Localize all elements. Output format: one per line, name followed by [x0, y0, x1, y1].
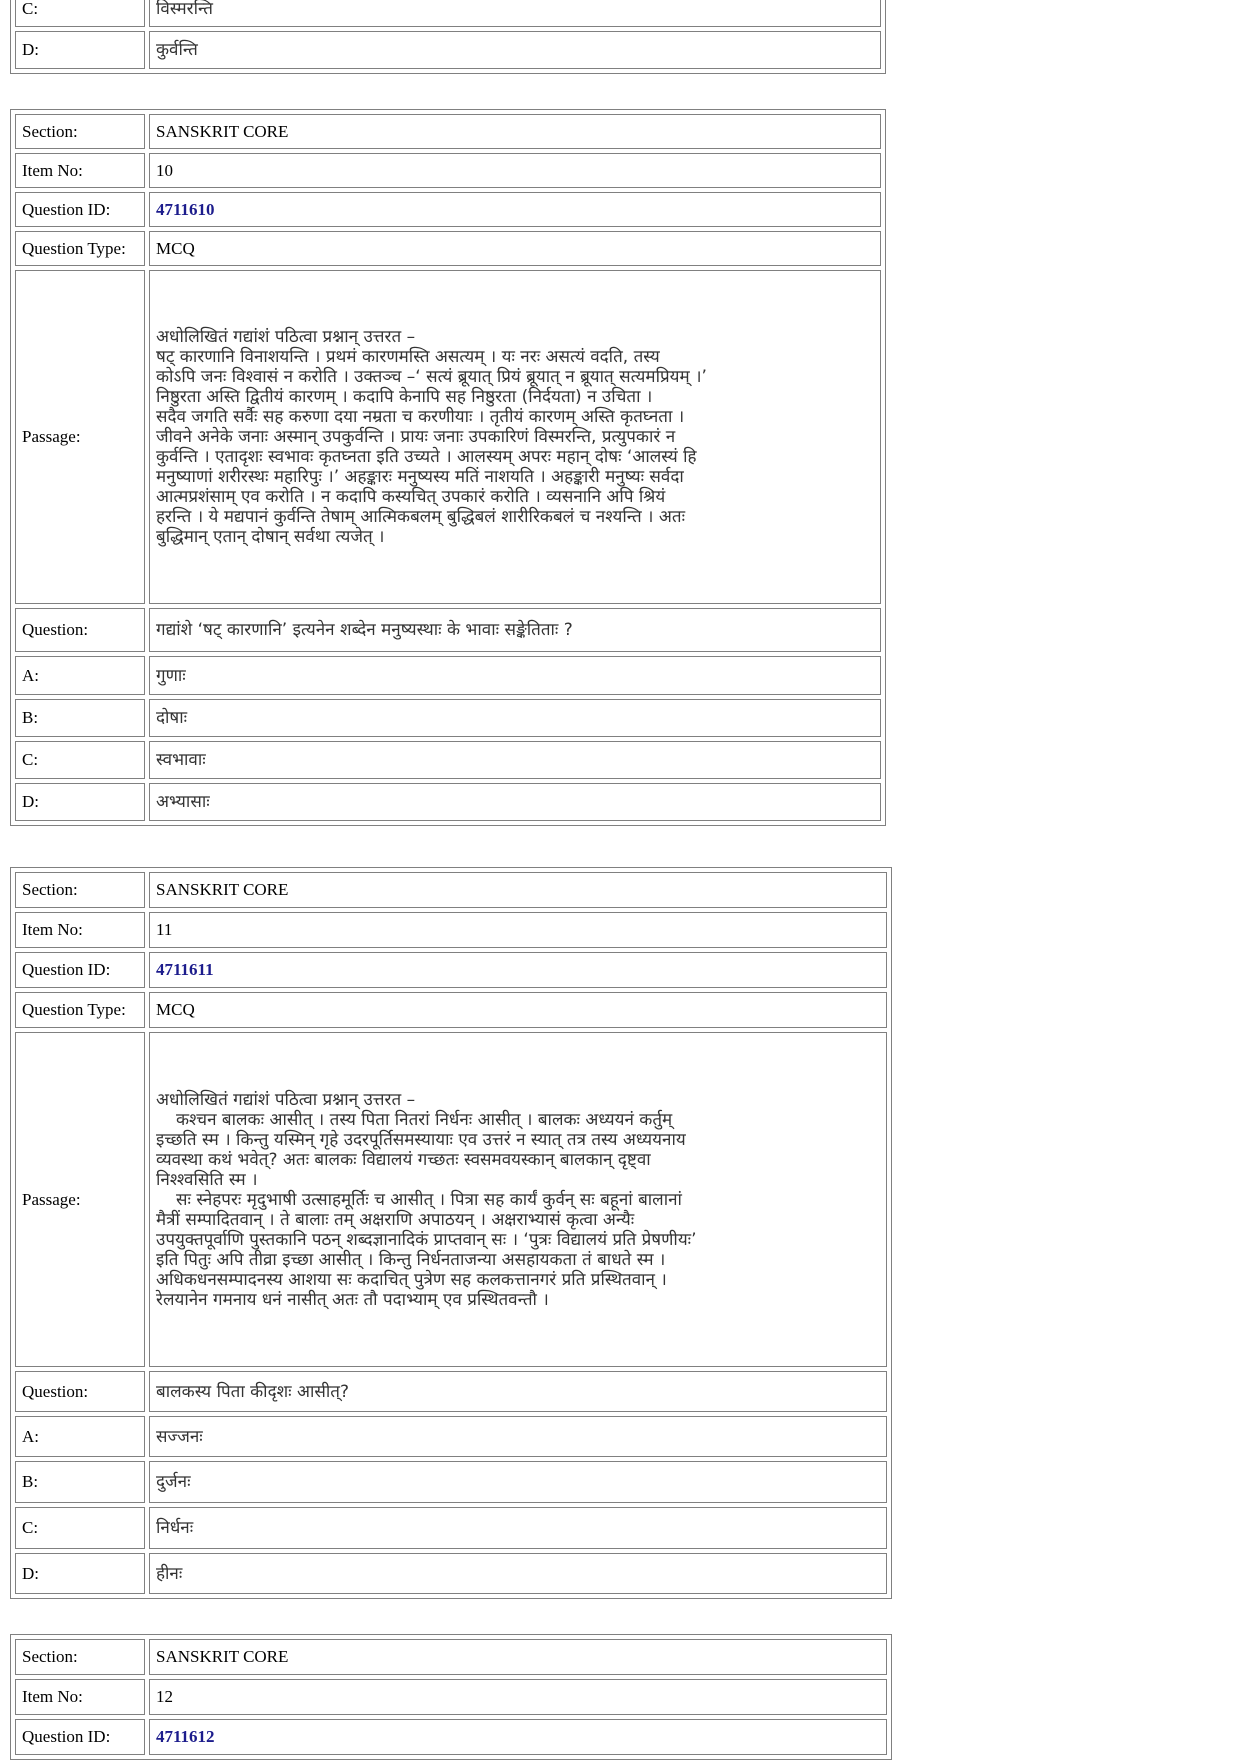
item-no-label: Item No:: [15, 153, 145, 188]
passage-line: कोऽपि जनः विश्वासं न करोति । उक्तञ्च –‘ सत्यं ब्रूयात् प्रियं ब्रूयात् न ब्रूयात् सत्यमप्रियम् ।’: [156, 367, 707, 387]
question-type-value: MCQ: [149, 992, 887, 1028]
question-id-value: 4711612: [149, 1719, 887, 1755]
passage-line: अधोलिखितं गद्यांशं पठित्वा प्रश्नान् उत्तरत –: [156, 1089, 416, 1110]
question-id-label: Question ID:: [15, 1719, 145, 1755]
option-c-text: स्वभावाः: [149, 741, 881, 779]
passage-label: Passage:: [15, 1032, 145, 1367]
option-row-a: [15, 656, 881, 695]
option-b-label: B:: [15, 699, 145, 737]
question-id-value: 4711611: [149, 952, 887, 988]
option-row-d: [15, 783, 881, 821]
option-b-text: दोषाः: [149, 699, 881, 737]
option-a-text: गुणाः: [149, 656, 881, 695]
option-a-label: A:: [15, 1416, 145, 1457]
item-no-row: [15, 153, 881, 188]
option-c-label: C:: [15, 1507, 145, 1549]
question-type-label: Question Type:: [15, 992, 145, 1028]
option-row-c: [15, 0, 881, 27]
passage-row: [15, 1032, 887, 1367]
option-row-d: [15, 31, 881, 69]
question-label: Question:: [15, 608, 145, 652]
passage-line: कश्चन बालकः आसीत् । तस्य पिता नितरां निर्धनः आसीत् । बालकः अध्ययनं कर्तुम्: [176, 1109, 673, 1130]
section-row: [15, 872, 887, 908]
question-text: गद्यांशे ‘षट् कारणानि’ इत्यनेन शब्देन मनुष्यस्थाः के भावाः सङ्केतिताः ?: [149, 608, 881, 652]
option-b-label: B:: [15, 1461, 145, 1503]
section-label: Section:: [15, 872, 145, 908]
item-no-value: 12: [149, 1679, 887, 1715]
passage-line: हरन्ति । ये मद्यपानं कुर्वन्ति तेषाम् आत्मिकबलम् बुद्धिबलं शारीरिकबलं च नश्यन्ति । अतः: [156, 507, 686, 527]
section-row: [15, 114, 881, 149]
option-row-a: [15, 1416, 887, 1457]
question-id-value: 4711610: [149, 192, 881, 227]
question-table-10: [10, 109, 886, 826]
option-a-text: सज्जनः: [149, 1416, 887, 1457]
passage-line: व्यवस्था कथं भवेत्? अतः बालकः विद्यालयं गच्छतः स्वसमवयस्कान् बालकान् दृष्ट्वा: [156, 1149, 651, 1170]
option-row-c: [15, 741, 881, 779]
option-row-c: [15, 1507, 887, 1549]
option-c-label: C:: [15, 0, 145, 27]
question-id-label: Question ID:: [15, 952, 145, 988]
option-a-label: A:: [15, 656, 145, 695]
section-value: SANSKRIT CORE: [149, 1639, 887, 1675]
question-row: [15, 1371, 887, 1412]
passage-line: जीवने अनेके जनाः अस्मान् उपकुर्वन्ति । प्रायः जनाः उपकारिणं विस्मरन्ति, प्रत्युपकारं न: [156, 427, 676, 447]
question-label: Question:: [15, 1371, 145, 1412]
passage-line: षट् कारणानि विनाशयन्ति । प्रथमं कारणमस्ति असत्यम् । यः नरः असत्यं वदति, तस्य: [156, 347, 660, 367]
option-c-label: C:: [15, 741, 145, 779]
item-no-row: [15, 912, 887, 948]
option-row-d: [15, 1553, 887, 1594]
question-type-row: [15, 992, 887, 1028]
option-row-b: [15, 1461, 887, 1503]
question-type-label: Question Type:: [15, 231, 145, 266]
passage-row: [15, 270, 881, 604]
option-c-text: निर्धनः: [149, 1507, 887, 1549]
question-table-11: [10, 867, 892, 1599]
section-label: Section:: [15, 1639, 145, 1675]
item-no-row: [15, 1679, 887, 1715]
option-row-b: [15, 699, 881, 737]
question-id-row: [15, 1719, 887, 1755]
option-c-text: विस्मरन्ति: [149, 0, 881, 27]
option-d-label: D:: [15, 783, 145, 821]
question-text: बालकस्य पिता कीदृशः आसीत्?: [149, 1371, 887, 1412]
item-no-value: 11: [149, 912, 887, 948]
question-table-fragment: [10, 0, 886, 74]
passage-line: इति पितुः अपि तीव्रा इच्छा आसीत् । किन्तु निर्धनताजन्या असहायकता तं बाधते स्म ।: [156, 1249, 666, 1270]
passage-line: बुद्धिमान् एतान् दोषान् सर्वथा त्यजेत् ।: [156, 527, 385, 547]
passage-line: निष्ठुरता अस्ति द्वितीयं कारणम् । कदापि केनापि सह निष्ठुरता (निर्दयता) न उचिता ।: [156, 387, 653, 407]
question-id-row: [15, 952, 887, 988]
option-b-text: दुर्जनः: [149, 1461, 887, 1503]
passage-line: सः स्नेहपरः मृदुभाषी उत्साहमूर्तिः च आसीत् । पित्रा सह कार्यं कुर्वन् सः बहूनां बालानां: [176, 1189, 682, 1210]
question-id-row: [15, 192, 881, 227]
option-d-text: कुर्वन्ति: [149, 31, 881, 69]
passage-line: निश्श्वसिति स्म ।: [156, 1169, 258, 1190]
question-type-value: MCQ: [149, 231, 881, 266]
passage-text: [149, 1032, 887, 1367]
passage-line: अधोलिखितं गद्यांशं पठित्वा प्रश्नान् उत्तरत –: [156, 327, 416, 347]
passage-line: मैत्रीं सम्पादितवान् । ते बालाः तम् अक्षराणि अपाठयन् । अक्षराभ्यासं कृत्वा अन्यैः: [156, 1209, 635, 1230]
passage-line: आत्मप्रशंसाम् एव करोति । न कदापि कस्यचित् उपकारं करोति । व्यसनानि अपि श्रियं: [156, 487, 666, 507]
question-id-label: Question ID:: [15, 192, 145, 227]
section-row: [15, 1639, 887, 1675]
passage-line: मनुष्याणां शरीरस्थः महारिपुः ।’ अहङ्कारः मनुष्यस्य मतिं नाशयति । अहङ्कारी मनुष्यः सर्वदा: [156, 467, 684, 487]
item-no-label: Item No:: [15, 912, 145, 948]
passage-label: Passage:: [15, 270, 145, 604]
passage-line: अधिकधनसम्पादनस्य आशया सः कदाचित् पुत्रेण सह कलकत्तानगरं प्रति प्रस्थितवान् ।: [156, 1269, 667, 1290]
option-d-text: हीनः: [149, 1553, 887, 1594]
question-table-12: [10, 1634, 892, 1760]
option-d-label: D:: [15, 1553, 145, 1594]
option-d-text: अभ्यासाः: [149, 783, 881, 821]
item-no-label: Item No:: [15, 1679, 145, 1715]
question-row: [15, 608, 881, 652]
item-no-value: 10: [149, 153, 881, 188]
section-label: Section:: [15, 114, 145, 149]
option-d-label: D:: [15, 31, 145, 69]
passage-line: कुर्वन्ति । एतादृशः स्वभावः कृतघ्नता इति उच्यते । आलस्यम् अपरः महान् दोषः ‘आलस्यं हि: [156, 447, 697, 467]
passage-line: रेलयानेन गमनाय धनं नासीत् अतः तौ पदाभ्याम् एव प्रस्थितवन्तौ ।: [156, 1289, 549, 1310]
passage-line: सदैव जगति सर्वैः सह करुणा दया नम्रता च करणीयाः । तृतीयं कारणम् अस्ति कृतघ्नता ।: [156, 407, 685, 427]
section-value: SANSKRIT CORE: [149, 872, 887, 908]
passage-line: इच्छति स्म । किन्तु यस्मिन् गृहे उदरपूर्तिसमस्यायाः एव उत्तरं न स्यात् तत्र तस्य अध्ययनाय: [156, 1129, 686, 1150]
section-value: SANSKRIT CORE: [149, 114, 881, 149]
passage-line: उपयुक्तपूर्वाणि पुस्तकानि पठन् शब्दज्ञानादिकं प्राप्तवान् सः । ‘पुत्रः विद्यालयं प्रति प्रेषणीयः’: [156, 1229, 697, 1250]
passage-text: [149, 270, 881, 604]
question-type-row: [15, 231, 881, 266]
